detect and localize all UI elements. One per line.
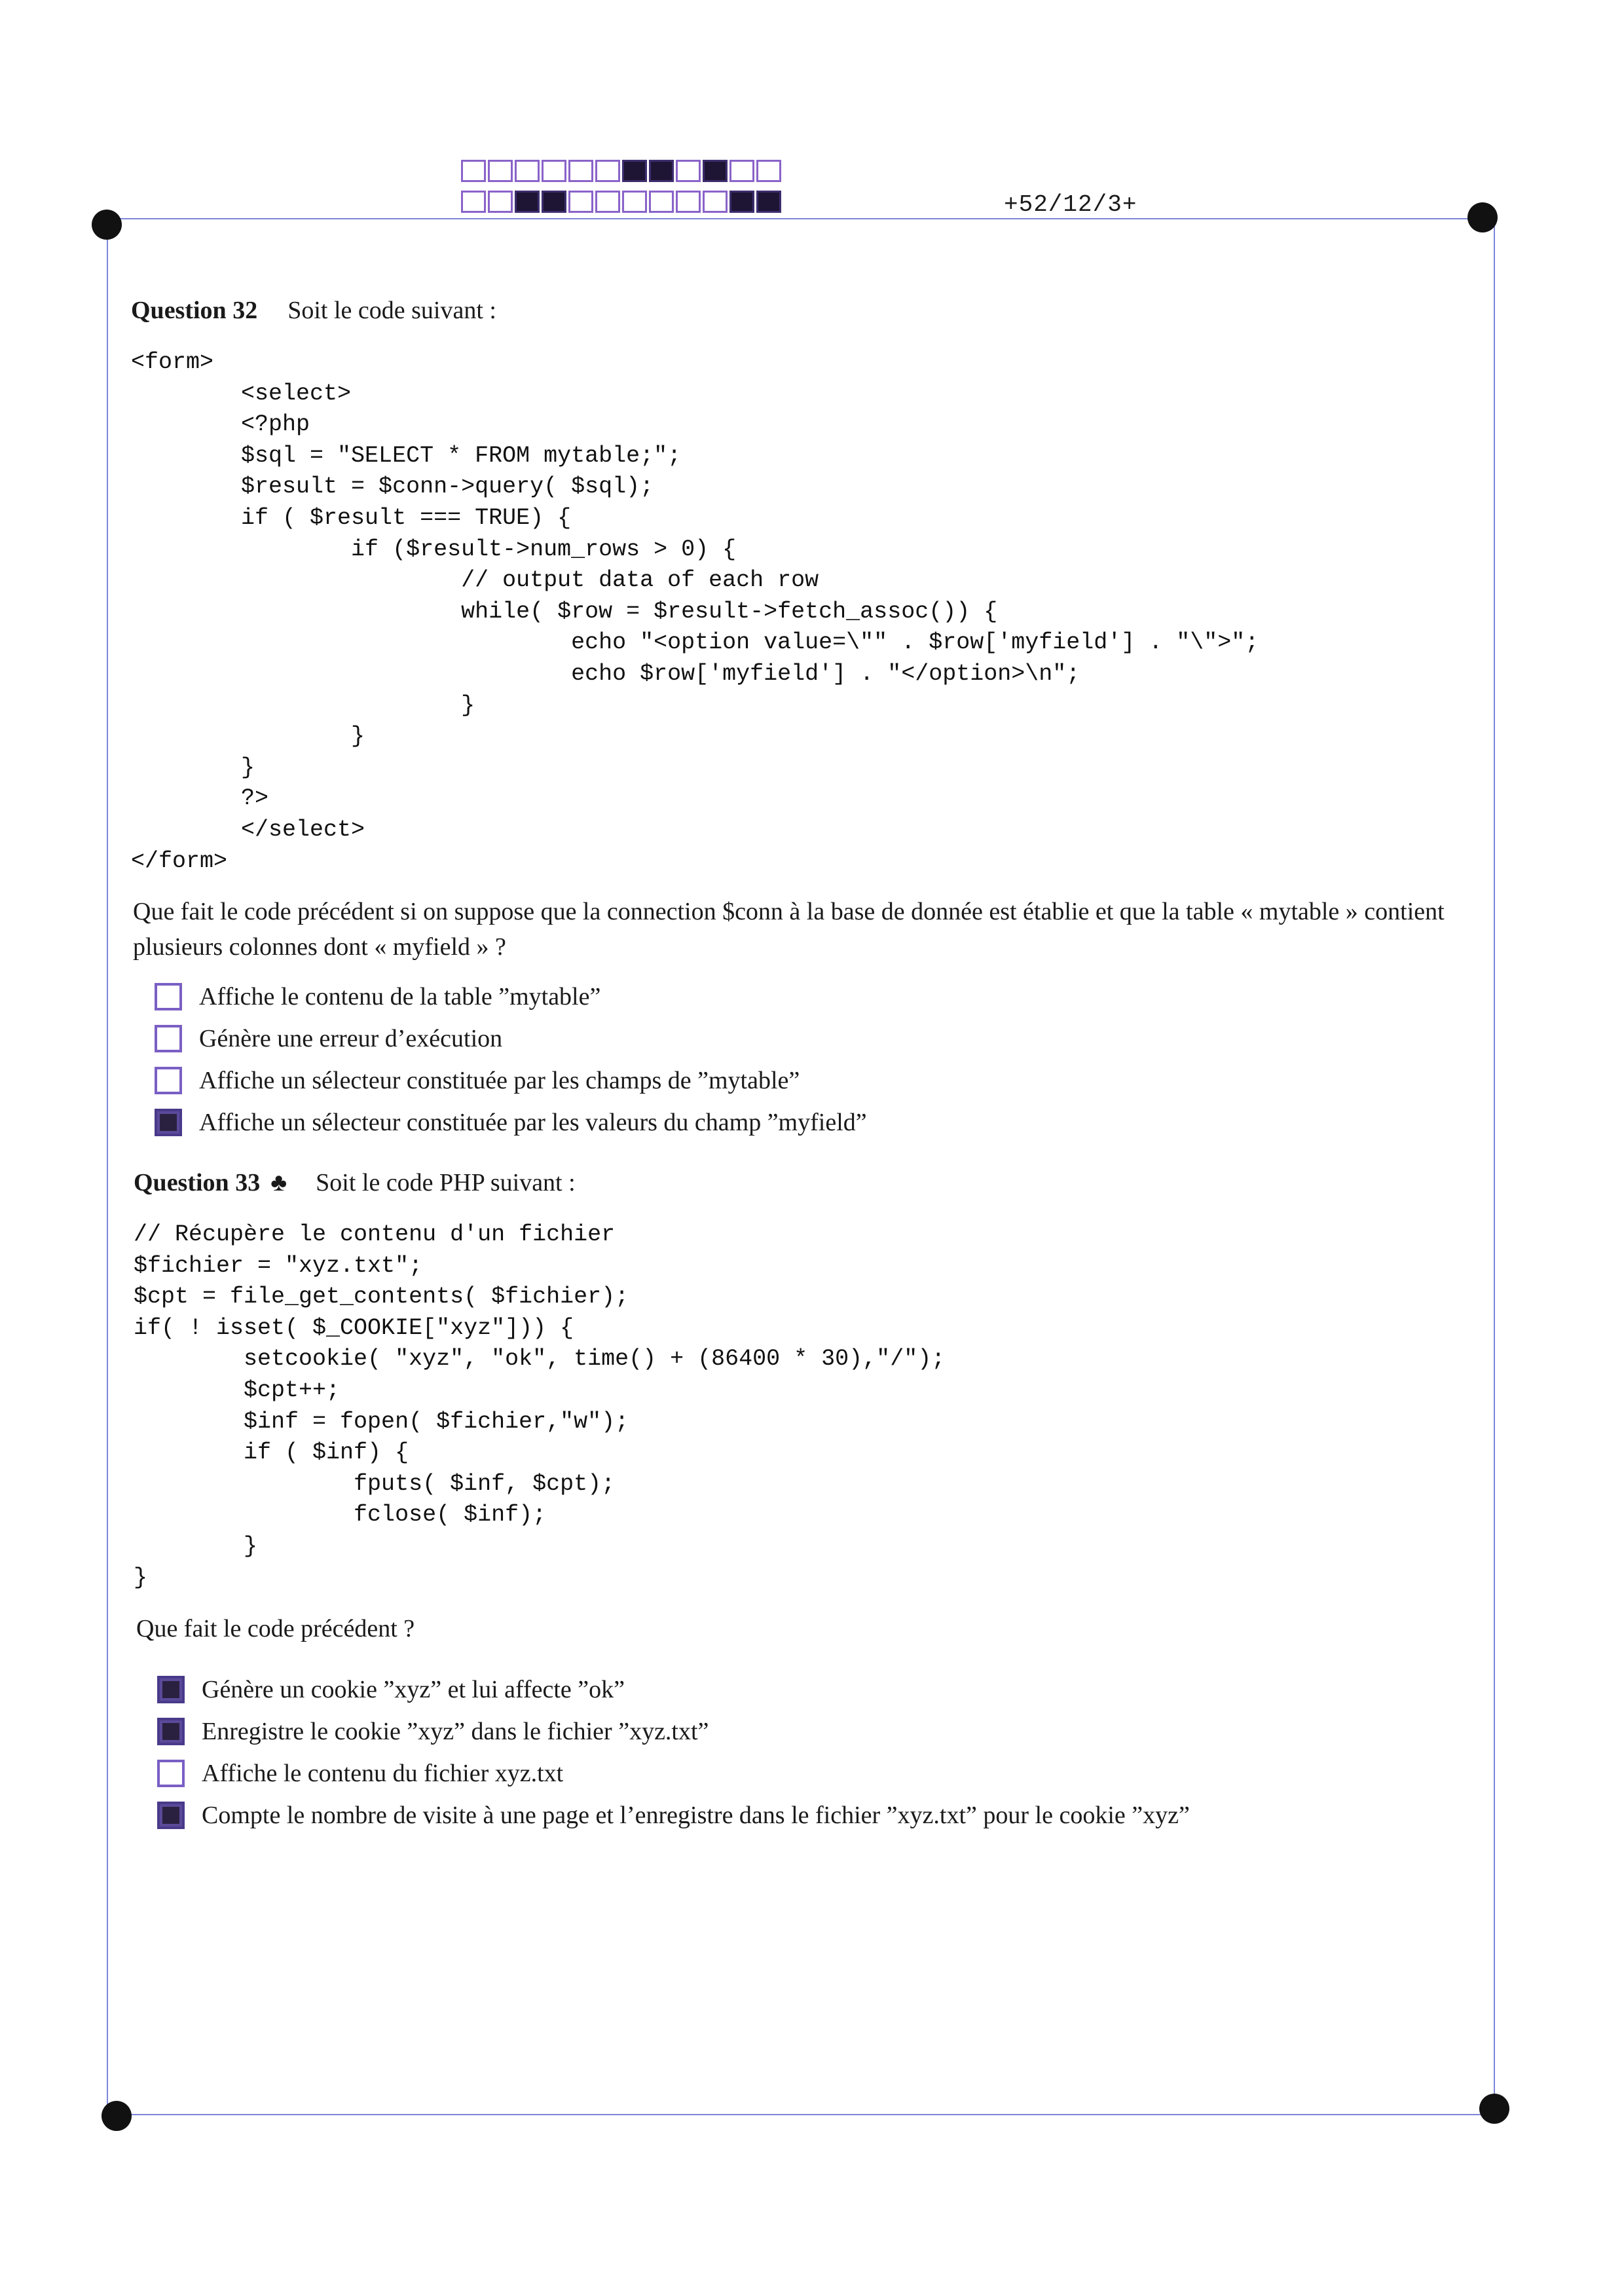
q32-answers (155, 976, 867, 1143)
q32-answer-3[interactable] (155, 1060, 867, 1102)
barcode-cell (703, 160, 728, 182)
answer-label: Affiche le contenu de la table ”mytable” (199, 983, 601, 1010)
q33-answer-2[interactable] (157, 1711, 1190, 1752)
barcode-cell (729, 160, 754, 182)
barcode-cell (756, 160, 781, 182)
barcode-row-1 (461, 160, 783, 182)
q33-heading (134, 1168, 576, 1197)
barcode-cell (568, 191, 593, 213)
corner-marker-top-left (92, 210, 122, 240)
q33-prompt: Soit le code PHP suivant : (316, 1169, 576, 1196)
barcode-cell (676, 160, 701, 182)
barcode-cell (703, 191, 728, 213)
barcode-cell (568, 160, 593, 182)
corner-marker-bottom-left (101, 2101, 132, 2131)
barcode-cell (461, 160, 486, 182)
answer-label: Affiche un sélecteur constituée par les champs de ”mytable” (199, 1067, 800, 1094)
answer-label: Enregistre le cookie ”xyz” dans le fichier ”xyz.txt” (202, 1718, 709, 1745)
corner-marker-top-right (1467, 202, 1498, 232)
checkbox[interactable] (155, 1109, 182, 1136)
barcode-row-2 (461, 191, 783, 213)
checkbox[interactable] (157, 1676, 185, 1703)
answer-label: Compte le nombre de visite à une page et l’enregistre dans le fichier ”xyz.txt” pour le cookie ”xyz” (202, 1802, 1190, 1829)
answer-label: Génère un cookie ”xyz” et lui affecte ”ok” (202, 1676, 625, 1703)
barcode-cell (542, 160, 566, 182)
barcode-cell (622, 160, 647, 182)
checkbox[interactable] (155, 983, 182, 1010)
checkbox[interactable] (157, 1802, 185, 1829)
barcode-cell (488, 191, 513, 213)
answer-label: Affiche le contenu du fichier xyz.txt (202, 1760, 564, 1787)
q32-question: Que fait le code précédent si on suppose que la connection $conn à la base de donnée est établie et que la table « mytable » contient plusieurs colonnes dont « myfield » ? (133, 898, 1445, 961)
q32-prompt: Soit le code suivant : (287, 297, 496, 324)
barcode-cell (542, 191, 566, 213)
q33-code: // Récupère le contenu d'un fichier $fichier = "xyz.txt"; $cpt = file_get_contents( $fichier); if( ! isset( $_COOKIE["xyz"])) { setcookie( "xyz", "ok", time() + (86400 * 30),"/"); $cpt++; $inf = fopen( $fichier,"w"); if ( $inf) { fputs( $inf, $cpt); fclose( $inf); } } (134, 1221, 946, 1591)
barcode-cell (515, 191, 540, 213)
q32-answer-4[interactable] (155, 1102, 867, 1143)
barcode-cell (676, 191, 701, 213)
checkbox[interactable] (155, 1025, 182, 1052)
club-icon: ♣ (270, 1169, 287, 1196)
q33-label: Question 33 (134, 1169, 261, 1196)
q32-label: Question 32 (131, 297, 258, 324)
checkbox[interactable] (155, 1067, 182, 1094)
checkbox[interactable] (157, 1718, 185, 1745)
barcode-cell (649, 160, 674, 182)
q32-answer-2[interactable] (155, 1018, 867, 1060)
checkbox[interactable] (157, 1760, 185, 1787)
barcode-cell (622, 191, 647, 213)
q32-code: <form> <select> <?php $sql = "SELECT * FROM mytable;"; $result = $conn->query( $sql); if ( $result === TRUE) { if ($result->num_rows > 0) { // output data of each row while( $row = $result->fetch_assoc()) { echo "<option value=\"" . $row['myfield'] . "\">"; echo $row['myfield'] . "</option>\n"; } } } ?> </select> </form> (131, 349, 1259, 874)
q32-heading (131, 296, 496, 325)
barcode-cell (729, 191, 754, 213)
barcode-cell (595, 191, 620, 213)
barcode-cell (515, 160, 540, 182)
q33-answer-3[interactable] (157, 1752, 1190, 1794)
answer-label: Affiche un sélecteur constituée par les valeurs du champ ”myfield” (199, 1109, 867, 1136)
q32-answer-1[interactable] (155, 976, 867, 1018)
barcode-cell (461, 191, 486, 213)
barcode-cell (649, 191, 674, 213)
q33-answer-4[interactable] (157, 1794, 1190, 1836)
page-id: +52/12/3+ (1004, 191, 1137, 218)
corner-marker-bottom-right (1479, 2094, 1509, 2124)
barcode-cell (756, 191, 781, 213)
barcode-cell (488, 160, 513, 182)
barcode-cell (595, 160, 620, 182)
q33-question: Que fait le code précédent ? (136, 1615, 415, 1642)
answer-label: Génère une erreur d’exécution (199, 1025, 503, 1052)
q33-answers (157, 1669, 1190, 1836)
q33-answer-1[interactable] (157, 1669, 1190, 1711)
